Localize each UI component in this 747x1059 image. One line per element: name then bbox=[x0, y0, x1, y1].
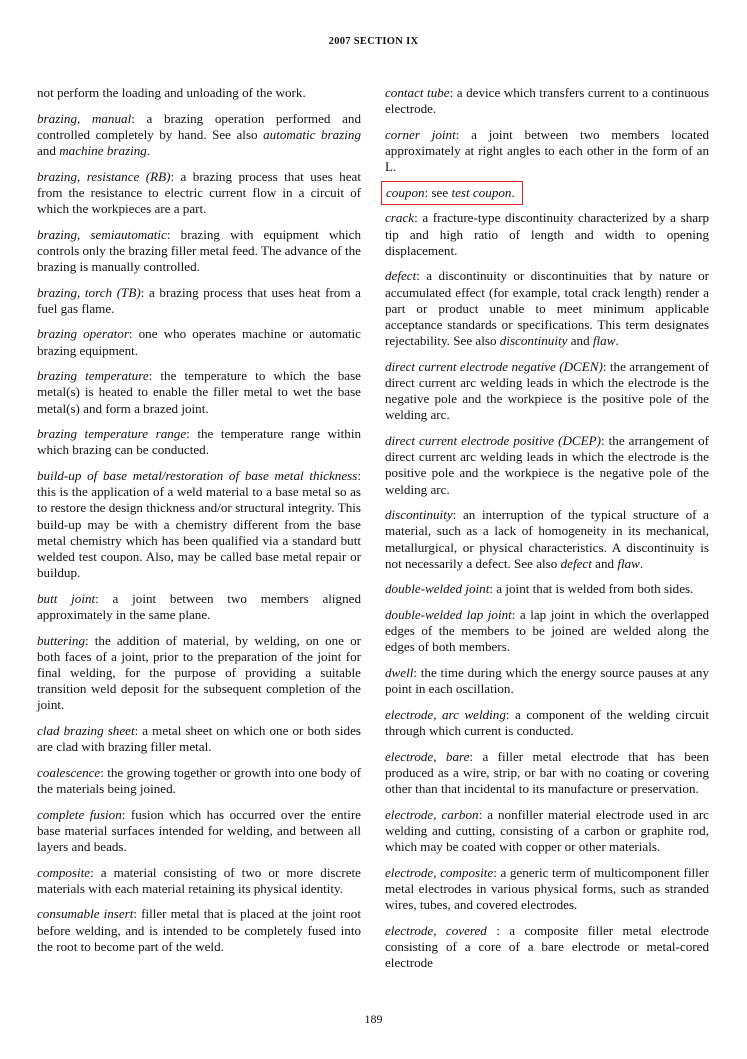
highlighted-entry-box bbox=[385, 185, 519, 201]
glossary-term: brazing, semiautomatic bbox=[37, 226, 167, 242]
entry-content bbox=[37, 169, 361, 216]
entry-content bbox=[385, 807, 709, 854]
definition-text: : one who operates machine or automatic brazing equipment. bbox=[37, 326, 361, 358]
glossary-entry bbox=[37, 326, 361, 358]
definition-text: : brazing with equipment which controls only the brazing filler metal feed. The advance of the brazing is manually controlled. bbox=[37, 226, 361, 274]
glossary-term: corner joint bbox=[385, 126, 456, 142]
glossary-entry bbox=[385, 749, 709, 798]
glossary-entry bbox=[385, 507, 709, 572]
entry-content bbox=[385, 607, 709, 654]
glossary-term: electrode, composite bbox=[385, 864, 494, 880]
glossary-entry bbox=[37, 468, 361, 581]
definition-text: . bbox=[511, 184, 515, 200]
page-number: 189 bbox=[364, 1012, 383, 1026]
glossary-term: brazing temperature range bbox=[37, 426, 187, 442]
definition-text: : fusion which has occurred over the entire base material surfaces intended for welding, and between all layers and beads. bbox=[37, 806, 361, 854]
glossary-term: electrode, covered bbox=[385, 922, 487, 938]
definition-text: : filler metal that is placed at the joint root before welding, and is intended to be completely fused into the root to become part of the weld. bbox=[37, 906, 361, 954]
definition-text: : a material consisting of two or more discrete materials with each material retaining its physical identity. bbox=[37, 864, 361, 896]
glossary-entry bbox=[37, 865, 361, 897]
definition-text: : a generic term of multicomponent filler metal electrodes in various physical forms, such as stranded wires, tubes, and covered electrodes. bbox=[385, 864, 709, 912]
definition-text: : a joint that is welded from both sides. bbox=[489, 581, 694, 597]
glossary-term: electrode, carbon bbox=[385, 806, 479, 822]
continuation-text: not perform the loading and unloading of the work. bbox=[37, 85, 306, 100]
glossary-entry bbox=[37, 807, 361, 856]
entry-content bbox=[37, 468, 361, 580]
entry-content bbox=[385, 581, 693, 596]
glossary-entry bbox=[385, 185, 709, 201]
entry-content bbox=[37, 227, 361, 274]
glossary-term: consumable insert bbox=[37, 906, 134, 922]
glossary-term: composite bbox=[37, 864, 91, 880]
glossary-entry bbox=[385, 865, 709, 914]
entry-content bbox=[37, 368, 361, 415]
entry-content bbox=[37, 111, 361, 158]
entry-content bbox=[37, 906, 361, 953]
glossary-entry bbox=[37, 765, 361, 797]
glossary-entry bbox=[385, 923, 709, 972]
definition-text: : the addition of material, by welding, on one or both faces of a joint, prior to the preparation of the joint for final welding, for the purpose of providing a suitable transition weld deposit for the subsequent completion of the joint. bbox=[37, 632, 361, 713]
definition-text: : a brazing operation performed and controlled completely by hand. See also bbox=[37, 110, 361, 142]
entry-content bbox=[385, 707, 709, 738]
cross-reference: test coupon bbox=[451, 184, 512, 200]
cross-reference: defect bbox=[560, 555, 592, 571]
entry-content bbox=[385, 865, 709, 912]
glossary-term: clad brazing sheet bbox=[37, 723, 135, 738]
entry-content bbox=[37, 591, 361, 622]
definition-text: : the temperature to which the base metal(s) is heated to enable the filler metal to wet the base metal(s) and form a brazed joint. bbox=[37, 368, 361, 416]
entry-content bbox=[385, 210, 709, 257]
glossary-term: defect bbox=[385, 268, 417, 284]
cross-reference: flaw bbox=[617, 555, 640, 571]
entry-content bbox=[37, 765, 361, 796]
entry-content bbox=[385, 433, 709, 497]
entry-content bbox=[385, 507, 709, 571]
definition-text: : a device which transfers current to a continuous electrode. bbox=[385, 85, 710, 117]
entry-content bbox=[385, 85, 709, 116]
glossary-term: complete fusion bbox=[37, 806, 122, 822]
entry-content bbox=[385, 749, 709, 796]
cross-reference: flaw bbox=[592, 333, 616, 349]
glossary-term: butt joint bbox=[37, 590, 96, 606]
entry-content bbox=[37, 723, 361, 754]
glossary-entry bbox=[37, 169, 361, 218]
entry-content bbox=[385, 359, 709, 423]
glossary-term: crack bbox=[385, 210, 415, 226]
glossary-term: brazing temperature bbox=[37, 368, 149, 384]
entry-content bbox=[385, 268, 709, 348]
page-header: 2007 SECTION IX bbox=[328, 36, 419, 47]
glossary-entry bbox=[385, 268, 709, 349]
glossary-term: double-welded joint bbox=[385, 581, 490, 597]
definition-text: : a discontinuity or discontinuities that by nature or accumulated effect (for example, total crack length) render a part or product unable to meet minimum applicable acceptance standards or specifications. This term designates rejectability. See also bbox=[385, 268, 709, 349]
entry-content bbox=[37, 426, 361, 457]
definition-text: : a nonfiller material electrode used in arc welding and cutting, consisting of a carbon or graphite rod, which may be coated with copper or other materials. bbox=[385, 806, 709, 854]
definition-text: : the time during which the energy source pauses at any point in each oscillation. bbox=[385, 665, 709, 697]
glossary-entry bbox=[37, 426, 361, 458]
glossary-entry bbox=[37, 285, 361, 317]
definition-text: : the temperature range within which brazing can be conducted. bbox=[37, 426, 361, 458]
entry-content bbox=[37, 285, 361, 316]
definition-text: : a metal sheet on which one or both sides are clad with brazing filler metal. bbox=[37, 723, 361, 755]
glossary-entry bbox=[385, 581, 709, 597]
glossary-term: brazing, torch (TB) bbox=[37, 284, 141, 300]
glossary-term: double-welded lap joint bbox=[385, 607, 512, 622]
glossary-term: brazing, resistance (RB) bbox=[37, 168, 171, 184]
glossary-entry bbox=[37, 111, 361, 160]
glossary-entry bbox=[385, 127, 709, 176]
definition-text: : a brazing process that uses heat from a fuel gas flame. bbox=[37, 284, 361, 316]
entry-content bbox=[385, 923, 709, 970]
definition-text: : the arrangement of direct current arc welding leads in which the electrode is the negative pole and the workpiece is the positive pole of the welding arc. bbox=[385, 358, 709, 423]
glossary-entry bbox=[385, 210, 709, 259]
definition-text: : a fracture-type discontinuity characterized by a sharp tip and high ratio of length and width to opening displacement. bbox=[385, 210, 709, 258]
glossary-term: direct current electrode positive (DCEP) bbox=[385, 433, 601, 448]
glossary-term: contact tube bbox=[385, 85, 450, 100]
glossary-term: brazing operator bbox=[37, 326, 129, 342]
glossary-term: brazing, manual bbox=[37, 110, 132, 126]
definition-text: : an interruption of the typical structure of a material, such as a lack of homogeneity in its mechanical, metallurgical, or physical characteristics. A discontinuity is not necessarily a defect. See also bbox=[385, 507, 709, 571]
glossary-entry bbox=[37, 633, 361, 714]
definition-text: : the growing together or growth into one body of the materials being joined. bbox=[37, 764, 361, 796]
glossary-entry bbox=[37, 723, 361, 755]
definition-text: : a filler metal electrode that has been produced as a wire, strip, or bar with no coating or covering other than that incidental to its manufacture or preservation. bbox=[385, 748, 709, 796]
definition-text: : a component of the welding circuit through which current is conducted. bbox=[385, 706, 709, 738]
glossary-entry bbox=[385, 359, 709, 424]
glossary-term: coupon bbox=[386, 184, 425, 200]
glossary-entry bbox=[385, 707, 709, 739]
definition-text: and bbox=[37, 143, 60, 158]
definition-text: and bbox=[591, 555, 618, 571]
entry-content bbox=[385, 127, 709, 174]
right-column bbox=[385, 85, 709, 981]
glossary-term: dwell bbox=[385, 665, 414, 680]
definition-text: : a joint between two members located approximately at right angles to each other in the form of an L. bbox=[385, 126, 709, 175]
entry-content bbox=[37, 326, 361, 357]
glossary-entry bbox=[37, 368, 361, 417]
glossary-term: electrode, arc welding bbox=[385, 706, 506, 722]
definition-text: : a joint between two members aligned approximately in the same plane. bbox=[37, 590, 361, 622]
glossary-entry bbox=[37, 906, 361, 955]
definition-text: . bbox=[639, 555, 644, 571]
left-column bbox=[37, 85, 361, 964]
cross-reference: machine brazing bbox=[59, 143, 147, 158]
glossary-entry bbox=[385, 807, 709, 856]
definition-text: . bbox=[615, 333, 619, 349]
definition-text: : a brazing process that uses heat from the resistance to electric current flow in a circuit of which the workpieces are a part. bbox=[37, 168, 361, 216]
glossary-entry bbox=[385, 665, 709, 697]
definition-text: : a lap joint in which the overlapped edges of the members to be joined are welded along the edges of both members. bbox=[385, 607, 709, 655]
entry-content bbox=[37, 807, 361, 854]
glossary-term: direct current electrode negative (DCEN) bbox=[385, 358, 603, 374]
entry-content bbox=[385, 665, 709, 696]
glossary-entry bbox=[385, 433, 709, 498]
entry-content bbox=[37, 865, 361, 896]
cross-reference: automatic brazing bbox=[263, 126, 361, 142]
definition-text: : see bbox=[424, 184, 452, 200]
definition-text: : the arrangement of direct current arc welding leads in which the electrode is the positive pole and the workpiece is the negative pole of the welding arc. bbox=[385, 433, 709, 497]
definition-text: . bbox=[146, 143, 151, 158]
glossary-term: discontinuity bbox=[385, 507, 453, 523]
definition-text: : a composite filler metal electrode consisting of a core of a bare electrode or metal-cored electrode bbox=[385, 922, 709, 970]
definition-text: : this is the application of a weld material to a base metal so as to restore the design thickness and/or structural integrity. This build-up may be with a chemistry different from the base metal chemistry which has been qualified via a standard butt welded test coupon. Also, may be called base metal repair or buildup. bbox=[37, 467, 361, 581]
cross-reference: discontinuity bbox=[499, 333, 568, 349]
glossary-term: buttering bbox=[37, 632, 86, 648]
glossary-entry bbox=[37, 227, 361, 276]
definition-text: and bbox=[567, 333, 593, 349]
glossary-entry bbox=[385, 607, 709, 656]
glossary-term: coalescence bbox=[37, 764, 101, 780]
entry-content bbox=[37, 633, 361, 713]
glossary-entry bbox=[37, 591, 361, 623]
glossary-term: build-up of base metal/restoration of base metal thickness bbox=[37, 467, 358, 483]
glossary-term: electrode, bare bbox=[385, 748, 470, 764]
glossary-entry bbox=[385, 85, 709, 117]
